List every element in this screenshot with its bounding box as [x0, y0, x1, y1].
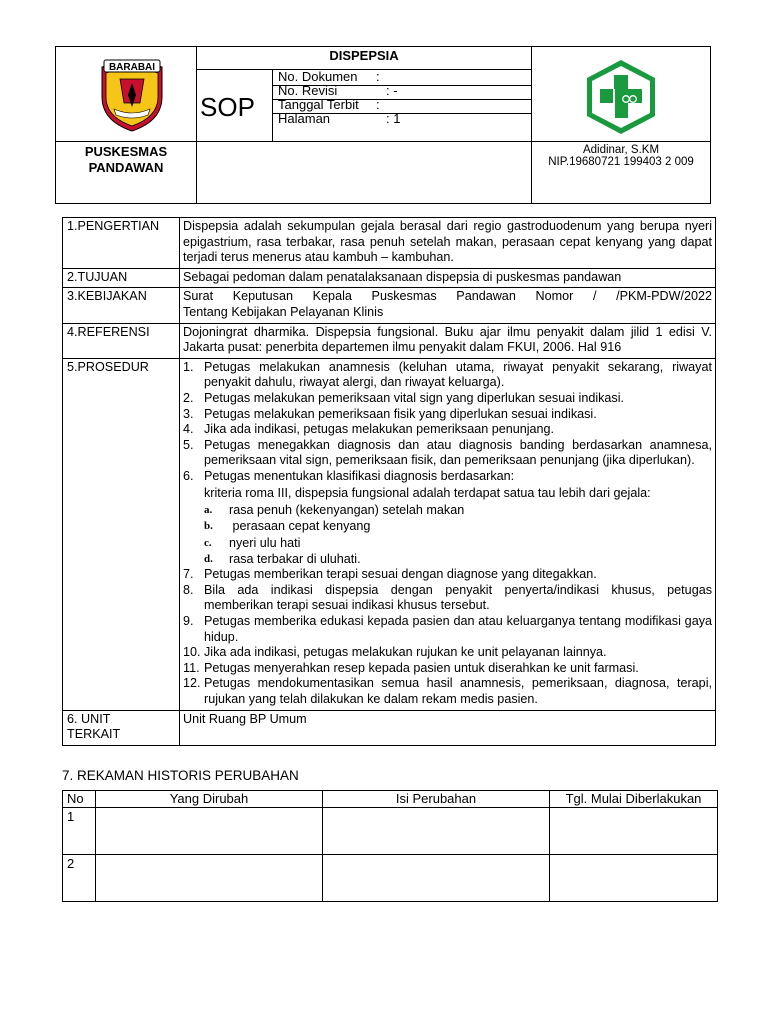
signatory-nip: NIP.19680721 199403 2 009	[548, 156, 694, 168]
meta-values	[376, 70, 400, 126]
step-number: 3.	[183, 406, 194, 421]
list-item	[183, 535, 712, 551]
list-item	[183, 614, 712, 645]
section-row-tujuan	[63, 268, 716, 288]
section-text: Dojoningrat dharmika. Dispepsia fungsional. Buku ajar ilmu penyakit dalam jilid 1 edisi V. Jakarta pusat: penerbita departemen ilmu penyakit dalam FKUI, 2006. Hal 916	[180, 323, 716, 358]
section-row-pengertian	[63, 218, 716, 269]
step-number: 5.	[183, 437, 194, 452]
list-item	[183, 360, 712, 391]
org-name-line1: PUSKESMAS	[84, 144, 168, 159]
table-cell	[96, 808, 323, 855]
meta-label-revisi: No. Revisi	[278, 83, 338, 98]
list-item	[183, 518, 712, 534]
step-text: Petugas memberikan terapi sesuai dengan diagnose yang ditegakkan.	[204, 567, 597, 582]
step-number: 11.	[183, 660, 200, 675]
sub-text: nyeri ulu hati	[229, 535, 301, 550]
column-header: Tgl. Mulai Diberlakukan	[550, 791, 718, 808]
table-cell: 1	[63, 808, 96, 855]
step-text: Jika ada indikasi, petugas melakukan pemeriksaan penunjang.	[204, 422, 555, 437]
meta-value-revisi: : -	[386, 83, 398, 98]
section-text: Unit Ruang BP Umum	[180, 710, 716, 745]
section-row-referensi	[63, 323, 716, 358]
step-text: Petugas menegakkan diagnosis dan atau diagnosis banding berdasarkan anamnesa, pemeriksaan vital sign, pemeriksaan fisik, dan pemeriksaan penunjang (jika diperlukan).	[204, 437, 712, 468]
header-divider	[196, 69, 531, 70]
step-number: 10.	[183, 645, 201, 660]
sub-text: rasa terbakar di uluhati.	[229, 551, 361, 566]
history-header-row	[63, 791, 718, 808]
sub-text: rasa penuh (kekenyangan) setelah makan	[229, 503, 465, 518]
meta-label-dokumen: No. Dokumen	[278, 69, 358, 84]
list-item	[183, 676, 712, 707]
section-label	[63, 710, 180, 745]
table-cell	[323, 808, 550, 855]
org-name-line2: PANDAWAN	[88, 160, 164, 175]
sop-header	[55, 46, 711, 204]
procedure-list	[183, 360, 712, 501]
unit-label-line1: 6. UNIT	[67, 711, 111, 726]
step-number: 9.	[183, 614, 194, 629]
meta-labels	[278, 70, 359, 126]
meta-label-terbit: Tanggal Terbit	[278, 97, 359, 112]
step-text: Petugas melakukan pemeriksaan vital sign yang diperlukan sesuai indikasi.	[204, 390, 625, 405]
list-item	[183, 645, 712, 661]
signatory-name: Adidinar, S.KM	[582, 144, 660, 156]
step-number: 6.	[183, 468, 194, 483]
step6-intro: kriteria roma III, dispepsia fungsional adalah terdapat satua tau lebih dari gejala:	[204, 485, 651, 500]
barabai-crest-logo	[94, 57, 170, 133]
step-text: Petugas mendokumentasikan semua hasil anamnesis, pemeriksaan, diagnosa, terapi, rujukan yang telah dilakukan ke dalam rekam medis pasien.	[204, 676, 712, 707]
header-divider	[531, 47, 532, 203]
list-item	[183, 567, 712, 583]
step-text: Jika ada indikasi, petugas melakukan rujukan ke unit pelayanan lainnya.	[204, 645, 607, 660]
sub-letter: c.	[204, 536, 212, 549]
column-header: Yang Dirubah	[96, 791, 323, 808]
step-number: 7.	[183, 567, 194, 582]
sub-letter: d.	[204, 552, 213, 565]
section-text: Sebagai pedoman dalam penatalaksanaan dispepsia di puskesmas pandawan	[180, 268, 716, 288]
table-row	[63, 855, 718, 902]
sub-letter: b.	[204, 520, 213, 533]
unit-label-line2: TERKAIT	[67, 727, 121, 742]
list-item	[183, 422, 712, 438]
list-item	[183, 391, 712, 407]
section-label: 1.PENGERTIAN	[63, 218, 180, 269]
sub-letter: a.	[204, 504, 213, 517]
header-divider	[272, 69, 273, 141]
section-row-prosedur	[63, 358, 716, 710]
meta-value-halaman: : 1	[386, 111, 401, 126]
section-row-unit	[63, 710, 716, 745]
meta-value-dokumen: :	[376, 69, 380, 84]
meta-value-terbit: :	[376, 97, 380, 112]
sop-content-table	[62, 217, 716, 746]
step-number: 1.	[183, 359, 194, 374]
step-text: Petugas menentukan klasifikasi diagnosis berdasarkan:	[204, 468, 515, 483]
org-name	[56, 144, 196, 176]
section-label: 4.REFERENSI	[63, 323, 180, 358]
sop-label: SOP	[200, 92, 255, 122]
table-cell	[550, 855, 718, 902]
section-text	[180, 288, 716, 323]
puskesmas-logo	[581, 58, 661, 136]
meta-label-halaman: Halaman	[278, 111, 331, 126]
sub-text: perasaan cepat kenyang	[229, 519, 371, 534]
table-cell	[96, 855, 323, 902]
header-divider	[56, 141, 711, 142]
kebijakan-line1: Surat Keputusan Kepala Puskesmas Pandawan Nomor / /PKM-PDW/2022	[183, 289, 712, 304]
history-table	[62, 790, 718, 902]
section-row-kebijakan	[63, 288, 716, 323]
signatory	[532, 144, 710, 168]
step-text: Petugas memberika edukasi kepada pasien dan atau keluarganya tentang modifikasi gaya hidup.	[204, 614, 712, 644]
list-item	[183, 438, 712, 469]
section-text	[180, 358, 716, 710]
table-cell	[323, 855, 550, 902]
procedure-list-continued	[183, 567, 712, 707]
step-number: 12.	[183, 676, 201, 691]
step6-sublist	[183, 502, 712, 567]
kebijakan-line2: Tentang Kebijakan Pelayanan Klinis	[183, 304, 384, 319]
step-text: Petugas menyerahkan resep kepada pasien untuk diserahkan ke unit farmasi.	[204, 660, 639, 675]
crest-banner-text: BARABAI	[108, 62, 156, 73]
list-item	[183, 407, 712, 423]
table-cell: 2	[63, 855, 96, 902]
step-number: 8.	[183, 582, 194, 597]
section-label: 2.TUJUAN	[63, 268, 180, 288]
list-item	[183, 551, 712, 567]
list-item	[183, 502, 712, 518]
section-text: Dispepsia adalah sekumpulan gejala berasal dari regio gastroduodenum yang berupa nyeri epigastrium, rasa terbakar, rasa penuh setelah makan, perasaan cepat kenyang yang dapat terjadi terus menerus atau kambuh – kambuhan.	[180, 218, 716, 269]
document-title: DISPEPSIA	[329, 48, 399, 63]
step-text: Petugas melakukan pemeriksaan fisik yang diperlukan sesuai indikasi.	[204, 406, 597, 421]
header-divider	[196, 47, 197, 203]
list-item	[183, 661, 712, 677]
step-text: Petugas melakukan anamnesis (keluhan utama, riwayat penyakit sekarang, riwayat penyakit dahulu, riwayat alergi, dan riwayat keluarga).	[204, 359, 712, 390]
section-label: 5.PROSEDUR	[63, 358, 180, 710]
list-item	[183, 469, 712, 501]
list-item	[183, 583, 712, 614]
table-row	[63, 808, 718, 855]
column-header: Isi Perubahan	[323, 791, 550, 808]
section-label: 3.KEBIJAKAN	[63, 288, 180, 323]
step-number: 4.	[183, 422, 194, 437]
history-title: 7. REKAMAN HISTORIS PERUBAHAN	[62, 768, 299, 783]
step-text: Bila ada indikasi dispepsia dengan penyakit penyerta/indikasi khusus, petugas memberikan terapi sesuai indikasi khusus tersebut.	[204, 582, 712, 613]
step-number: 2.	[183, 390, 194, 405]
column-header: No	[63, 791, 96, 808]
table-cell	[550, 808, 718, 855]
